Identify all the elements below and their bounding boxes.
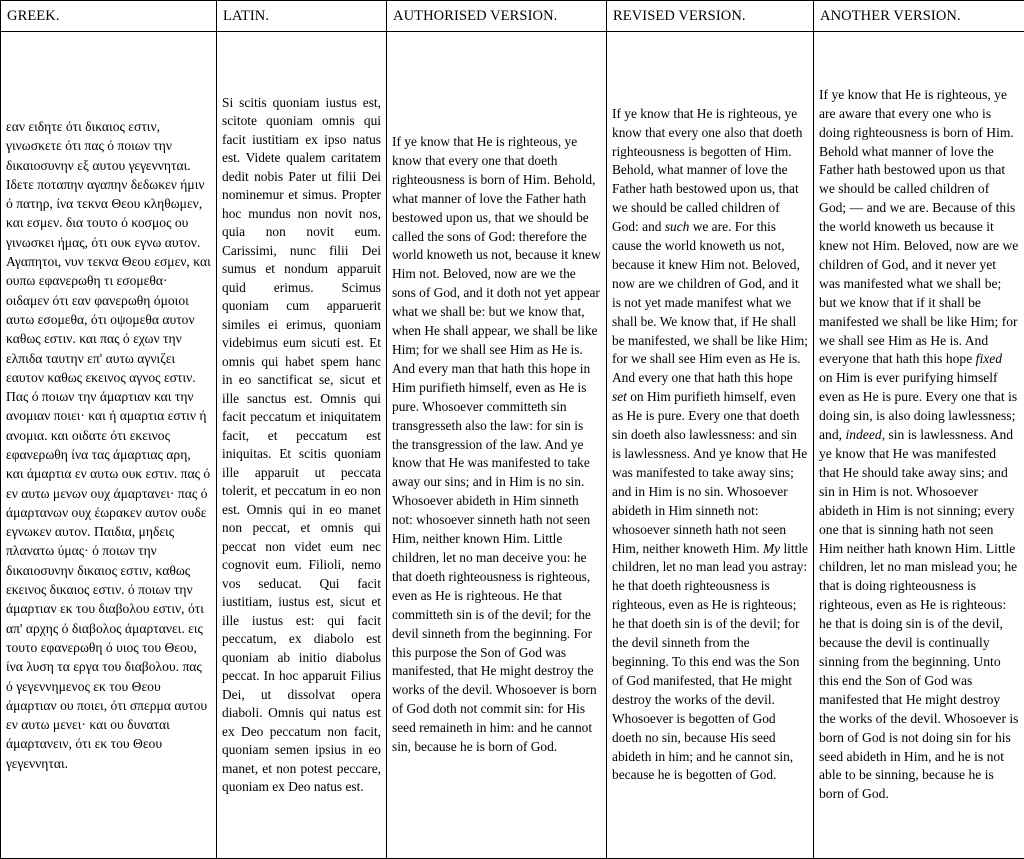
another-text-part-1: If ye know that He is righteous, ye are aware that every one who is doing righteousness is born of Him. Behold what manner of love the Father hath bestowed upon us that we should be called children of God; — and we are. Because of this the world knoweth us because it knew not Him. Beloved, now are we children of God, and it never yet was manifested what we shall be; but we know that if it shall be manifested we shall be like Him; for we shall see Him as He is. And everyone that hath this hope — [819, 86, 1019, 367]
header-another-version: ANOTHER VERSION. — [814, 1, 1024, 32]
revised-italic-my: My — [763, 540, 781, 556]
revised-italic-such: such — [664, 219, 690, 235]
header-revised-version: REVISED VERSION. — [607, 1, 814, 32]
revised-text-part-2: we are. For this cause the world knoweth us not, because it knew Him not. Beloved, now are we children of God, and it is not yet made manifest what we shall be. We know that, if He shall be manifested, we shall be like Him; for we shall see Him even as He is. And every one that hath this hope — [612, 219, 808, 386]
revised-text-part-4: little children, let no man lead you astray: he that doeth righteousness is righteous, even as He is righteous; he that doeth sin is of the devil; for the devil sinneth from the beginning. To this end was the Son of God manifested, that He might destroy the works of the devil. Whosoever is begotten of God doeth no sin, because His seed abideth in him; and he cannot sin, because he is begotten of God. — [612, 540, 809, 783]
another-italic-fixed: fixed — [975, 351, 1003, 367]
another-text-part-2: on Him is ever purifying himself even as He is pure. Every one that is doing sin, is also doing lawlessness; and, — [819, 370, 1018, 443]
header-row — [1, 1, 1024, 32]
another-text-part-3: , sin is lawlessness. And ye know that He was manifested that He should take away sins; and sin in Him is not. Whosoever abideth in Him is not sinning; every one that is sinning hath not seen Him neither hath known Him. Little children, let no man mislead you; he that is doing righteousness is righteous, even as He is righteous: he that is doing sin is of the devil, because the devil is continually sinning from the beginning. Unto this end the Son of God was manifested that He might destroy the works of the devil. Whosoever is born of God is not doing sin for his seed abideth in Him, and he is not able to be sinning, because he is born of God. — [819, 427, 1019, 802]
text-row — [1, 32, 1024, 859]
another-version-text — [819, 86, 1019, 804]
revised-text-part-3: on Him purifieth himself, even as He is pure. Every one that doeth sin doeth also lawlessness: and sin is lawlessness. And ye know that He was manifested to take away sins; and in Him is no sin. Whosoever abideth in Him sinneth not: whosoever sinneth hath not seen Him, neither knoweth Him. — [612, 389, 808, 556]
revised-version-cell — [607, 32, 814, 859]
header-authorised-version: AUTHORISED VERSION. — [387, 1, 607, 32]
revised-italic-set: set — [612, 389, 627, 405]
authorised-version-cell — [387, 32, 607, 859]
revised-version-text — [612, 105, 808, 786]
header-greek: GREEK. — [1, 1, 217, 32]
revised-text-part-1: If ye know that He is righteous, ye know that every one also that doeth righteousness is begotten of Him. Behold, what manner of love the Father hath bestowed upon us, that we should be called children of God: and — [612, 105, 803, 235]
another-italic-indeed: indeed — [845, 427, 882, 443]
authorised-version-text: If ye know that He is righteous, ye know that every one that doeth righteousness is born of Him. Behold, what manner of love the Father hath bestowed upon us, that we should be called the sons of God: therefore the world knoweth us not, because it knew Him not. Beloved, now are we the sons of God, and it doth not yet appear what we shall be: but we know that, when He shall appear, we shall be like Him; for we shall see Him as He is. And every man that hath this hope in Him purifieth himself, even as He is pure. Whosoever committeth sin transgresseth also the law: for sin is the transgression of the law. And ye know that He was manifested to take away our sins; and in Him is no sin. Whosoever abideth in Him sinneth not: whosoever sinneth hath not seen Him, neither known Him. Little children, let no man deceive you: he that doeth righteousness is righteous, even as He is righteous. He that committeth sin is of the devil; for the devil sinneth from the beginning. For this purpose the Son of God was manifested, that He might destroy the works of the devil. Whosoever is born of God doth not commit sin: for His seed remaineth in him: and he cannot sin, because he is born of God. — [392, 134, 601, 755]
greek-cell — [1, 32, 217, 859]
latin-text: Si scitis quoniam iustus est, scitote quoniam omnis qui facit iustitiam ex ipso natus est. Videte qualem caritatem dedit nobis Pater ut filii Dei nominemur et simus. Propter hoc mundus non novit nos, quia non novit eum. Carissimi, nunc filii Dei sumus et nondum apparuit quid erimus. Scimus quoniam cum apparuerit similes ei erimus, quoniam videbimus eum sicuti est. Et omnis qui habet spem hanc in eo sanctificat se, sicut et ille sanctus est. Omnis qui facit peccatum et iniquitatem facit, et peccatum est iniquitas. Et scitis quoniam ille apparuit ut peccata tolerit, et peccatum in eo non est. Omnis qui in eo manet non peccat, et omnis qui peccat non videt eum nec cognovit eum. Filioli, nemo vos seducat. Qui facit iustitiam, iustus est, sicut et ille iustus est: qui facit peccatum, ex diabolo est quoniam ab initio diabolus peccat. In hoc apparuit Filius Dei, ut dissolvat opera diaboli. Omnis qui natus est ex Deo peccatum non facit, quoniam semen ipsius in eo manet, et non potest peccare, quoniam ex Deo natus est. — [222, 94, 381, 794]
another-version-cell — [814, 32, 1024, 859]
header-latin: LATIN. — [217, 1, 387, 32]
latin-cell — [217, 32, 387, 859]
greek-text: εαν ειδητε ότι δικαιος εστιν, γινωσκετε ότι πας ό ποιων την δικαιοσυνην εξ αυτου γεγεννηται. Ιδετε ποταπην αγαπην δεδωκεν ήμιν ό πατηρ, ίνα τεκνα Θεου κληθωμεν, και εσμεν. δια τουτο ό κοσμος ου γινωσκει ήμας, ότι ουκ εγνω αυτον. Αγαπητοι, νυν τεκνα Θεου εσμεν, και ουπω εφανερωθη τι εσομεθα· οιδαμεν ότι εαν φανερωθη όμοιοι αυτω εσομεθα, ότι οψομεθα αυτον καθως εστιν. και πας ό εχων την ελπιδα ταυτην επ' αυτω αγνιζει εαυτον καθως εκεινος αγνος εστιν. Πας ό ποιων την άμαρτιαν και την ανομιαν ποιει· και ή αμαρτια εστιν ή ανομια. και οιδατε ότι εκεινος εφανερωθη ίνα τας άμαρτιας αρη, και άμαρτια εν αυτω ουκ εστιν. πας ό εν αυτω μενων ουχ άμαρτανει· πας ό άμαρτανων ουχ έωρακεν αυτον ουδε εγνωκεν αυτον. Παιδια, μηδεις πλανατω ύμας· ό ποιων την δικαιοσυνην δικαιος εστιν, καθως εκεινος δικαιος εστιν. ό ποιων την άμαρτιαν εκ του διαβολου εστιν, ότι απ' αρχης ό διαβολος άμαρτανει. εις τουτο εφανερωθη ό υιος του Θεου, ίνα λυση τα εργα του διαβολου. πας ό γεγεννημενος εκ του Θεου άμαρτιαν ου ποιει, ότι σπερμα αυτου εν αυτω μενει· και ου δυναται άμαρτανειν, ότι εκ του Θεου γεγεννηται. — [6, 118, 211, 771]
